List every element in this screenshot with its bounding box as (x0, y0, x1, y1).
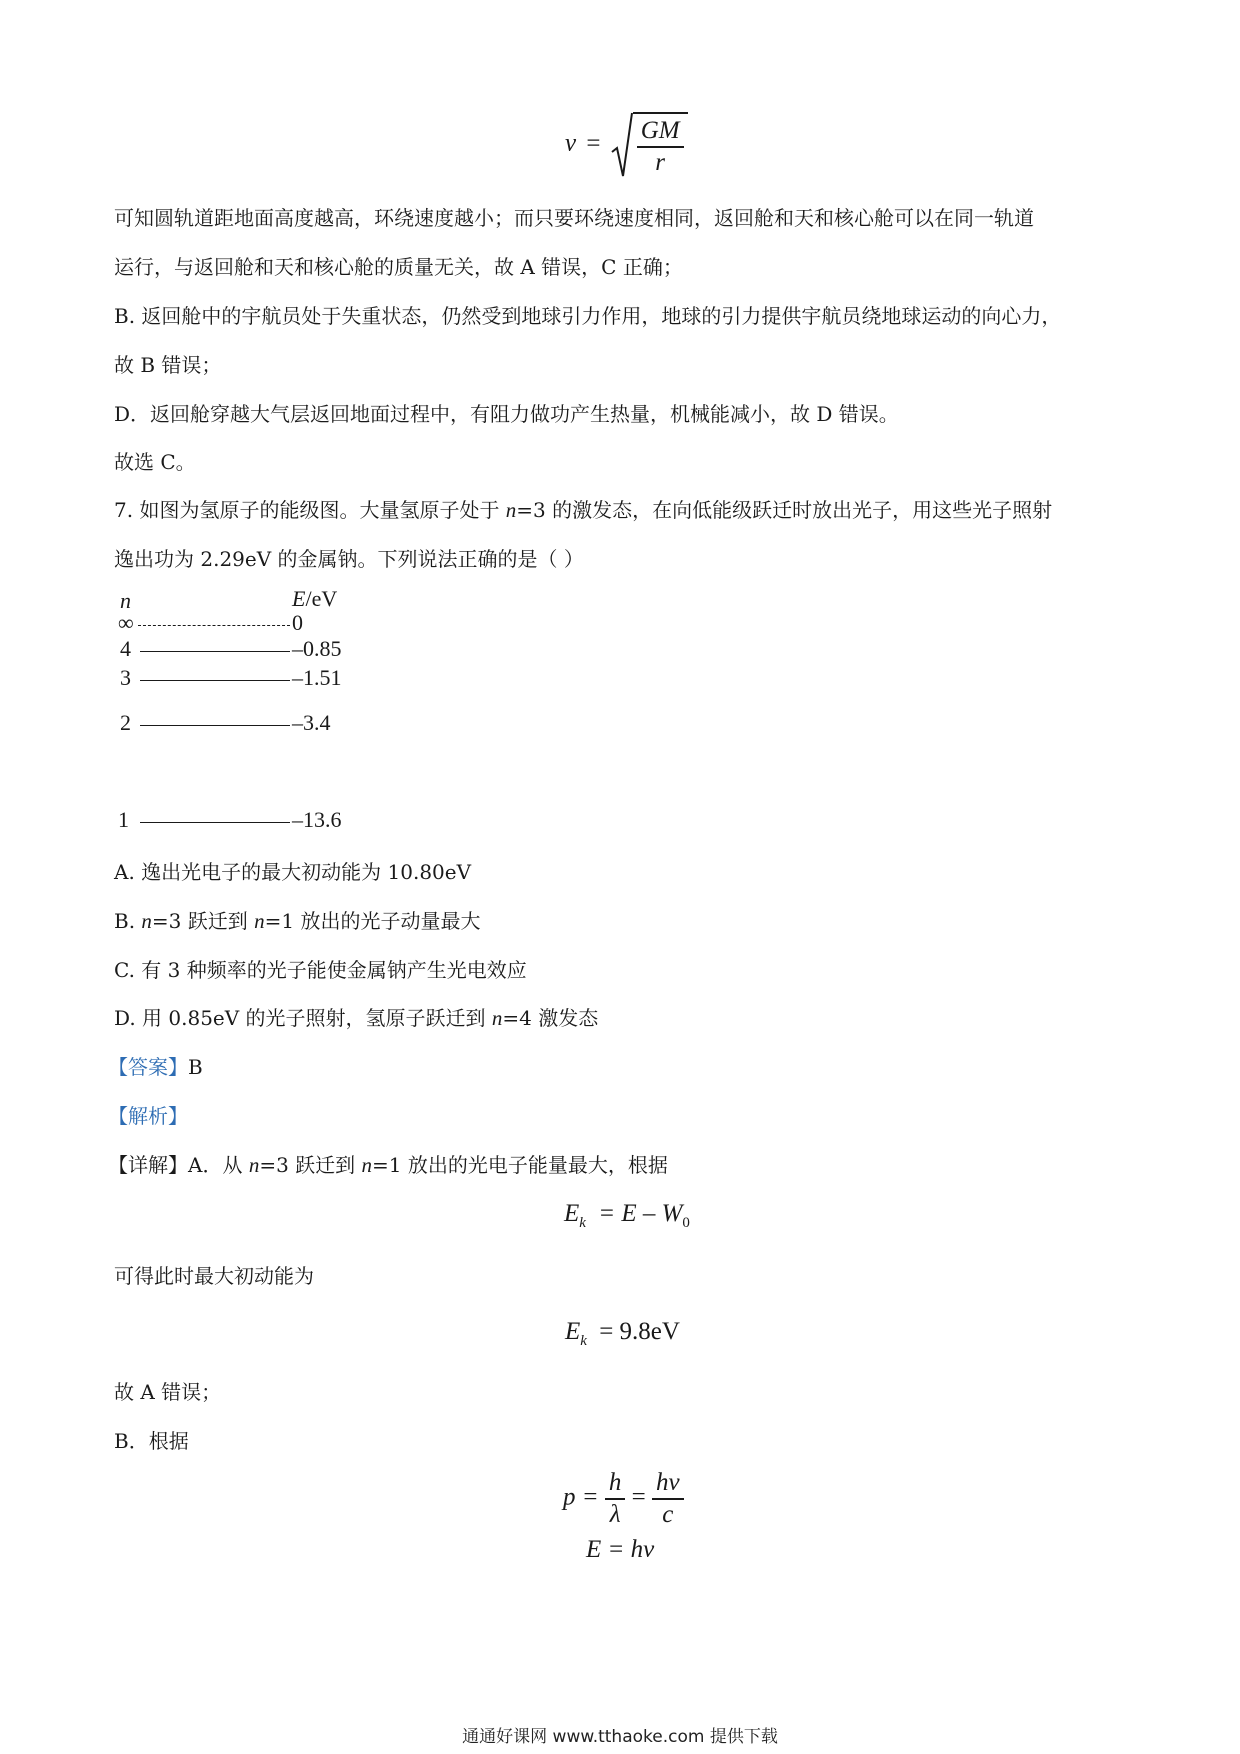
answer-line (108, 1053, 203, 1081)
level-energy-3: –1.51 (292, 665, 342, 690)
fraction-denominator: r (655, 149, 666, 176)
analysis-tag: 【解析】 (108, 1104, 188, 1128)
detail-line: 【详解】A．从 n=3 跃迁到 n=1 放出的光电子能量最大，根据 (108, 1153, 668, 1177)
line-b-basis: B．根据 (114, 1429, 189, 1453)
level-line-infinity (138, 625, 290, 626)
analysis-line (108, 1102, 188, 1130)
question-7-line-2: 逸出功为 2.29eV 的金属钠。下列说法正确的是（ ） (114, 547, 584, 571)
option-a: A. 逸出光电子的最大初动能为 10.80eV (114, 860, 472, 884)
paragraph-3: B. 返回舱中的宇航员处于失重状态，仍然受到地球引力作用，地球的引力提供宇航员绕地球运动的向心力， (114, 304, 1062, 328)
diagram-e-header: E/eV (292, 586, 338, 611)
level-energy-4: –0.85 (292, 636, 342, 661)
fraction-numerator: GM (640, 117, 680, 144)
level-n-3: 3 (120, 665, 131, 690)
page-footer: 通通好课网 www.tthaoke.com 提供下载 (462, 1727, 778, 1747)
level-n-1: 1 (118, 807, 129, 832)
radical-sign-icon (611, 112, 633, 178)
option-c: C. 有 3 种频率的光子能使金属钠产生光电效应 (114, 958, 527, 982)
paragraph-4: 故 B 错误； (114, 353, 222, 377)
line-a-wrong: 故 A 错误； (114, 1380, 222, 1404)
detail-tag: 【详解】 (108, 1153, 188, 1177)
level-line-2 (140, 725, 290, 726)
equation-momentum: p = $\frac{h}{\lambda}$ = $\frac{h\nu}{c}$ (563, 1468, 684, 1530)
level-line-4 (140, 651, 290, 652)
level-energy-1: –13.6 (292, 807, 342, 832)
level-line-1 (140, 822, 290, 823)
eq-v-lhs: v (565, 129, 577, 157)
question-7-line-1: 7. 如图为氢原子的能级图。大量氢原子处于 n=3 的激发态，在向低能级跃迁时放出光子，用这些光子照射 (114, 498, 1053, 522)
equation-photoelectric: $E_k = E - W_0$ (564, 1200, 690, 1231)
eq-v-equals: = (586, 129, 601, 157)
answer-tag: 【答案】 (108, 1055, 188, 1079)
level-n-2: 2 (120, 710, 131, 735)
paragraph-5: D．返回舱穿越大气层返回地面过程中，有阻力做功产生热量，机械能减小，故 D 错误。 (114, 402, 899, 426)
line-max-kinetic-energy: 可得此时最大初动能为 (114, 1264, 314, 1288)
sqrt-radical (611, 112, 688, 178)
option-b: B. n=3 跃迁到 n=1 放出的光子动量最大 (114, 909, 481, 933)
equation-photon-energy: E = hν (586, 1536, 655, 1563)
equation-ek-value: $E_k = 9.8eV$ (565, 1318, 680, 1349)
energy-level-diagram (110, 588, 470, 838)
fraction-hnu-over-c: $\frac{h\nu}{c}$ (652, 1468, 684, 1530)
diagram-n-header: n (120, 588, 131, 613)
paragraph-1: 可知圆轨道距地面高度越高，环绕速度越小；而只要环绕速度相同，返回舱和天和核心舱可以在同一轨道 (114, 206, 1034, 230)
level-energy-2: –3.4 (292, 710, 331, 735)
paragraph-6: 故选 C。 (114, 450, 196, 474)
paragraph-2: 运行，与返回舱和天和核心舱的质量无关，故 A 错误，C 正确； (114, 255, 683, 279)
level-n-4: 4 (120, 636, 131, 661)
answer-value: B (188, 1055, 203, 1079)
level-line-3 (140, 680, 290, 681)
level-energy-infinity: 0 (292, 610, 303, 635)
equation-orbital-velocity (565, 112, 688, 178)
fraction-gm-over-r (637, 116, 684, 178)
option-d: D. 用 0.85eV 的光子照射，氢原子跃迁到 n=4 激发态 (114, 1006, 599, 1030)
level-n-infinity: ∞ (118, 610, 134, 635)
fraction-h-over-lambda: $\frac{h}{\lambda}$ (605, 1468, 626, 1530)
